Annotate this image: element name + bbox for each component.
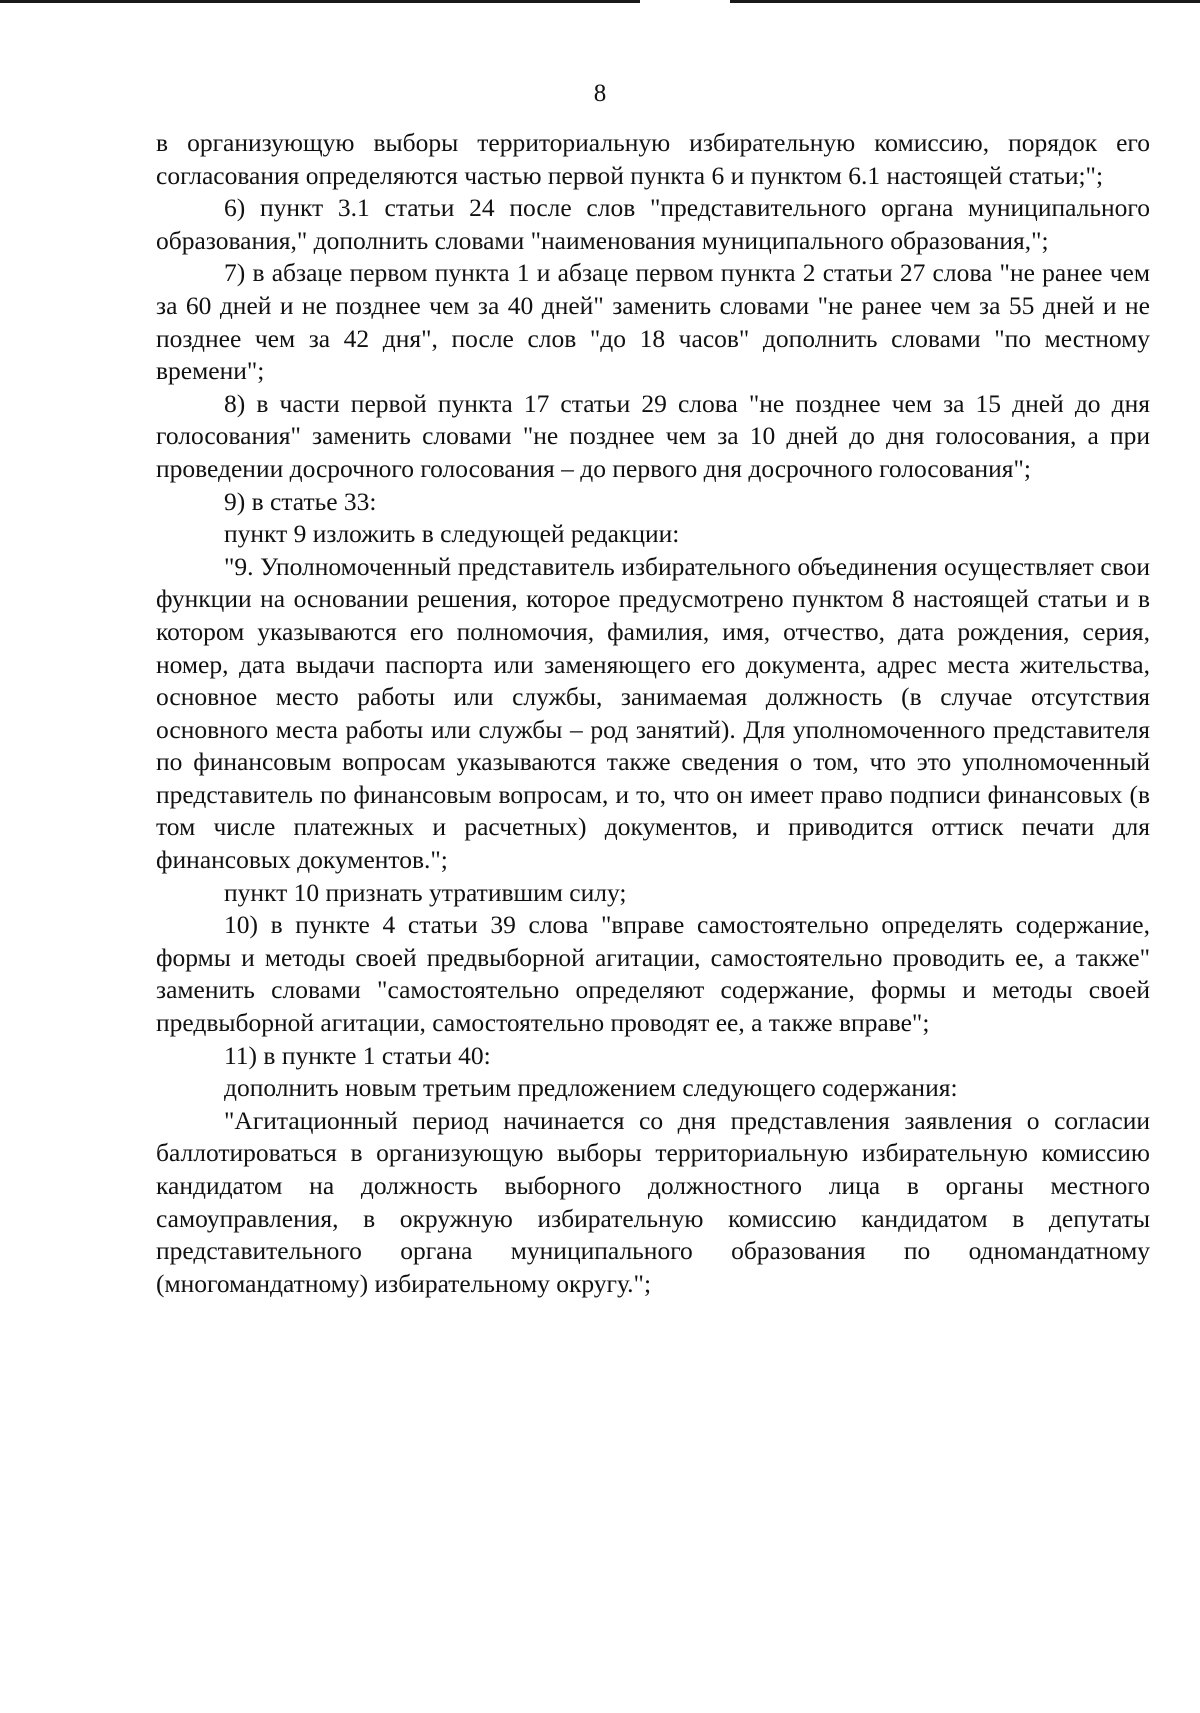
paragraph-item-11-new-text: "Агитационный период начинается со дня представления заявления о согласии баллотироваться в организующую выборы территориальную избирательную комиссию кандидатом на должность выборного должностного лица в органы местного самоуправления, в окружную избирательную комиссию кандидатом в депутаты представительного органа муниципального образования по одномандатному (многомандатному) избирательному округу.";	[156, 1105, 1150, 1298]
paragraph-item-8: 8) в части первой пункта 17 статьи 29 слова "не позднее чем за 15 дней до дня голосования" заменить словами "не позднее чем за 10 дней до дня голосования, а при проведении досрочного голосования – до первого дня досрочного голосования";	[156, 388, 1150, 483]
paragraph-item-7: 7) в абзаце первом пункта 1 и абзаце первом пункта 2 статьи 27 слова "не ранее чем за 60 дней и не позднее чем за 40 дней" заменить словами "не ранее чем за 55 дней и не позднее чем за 42 дня", после слов "до 18 часов" дополнить словами "по местному времени";	[156, 258, 1150, 386]
scan-top-edge-gap	[640, 0, 730, 3]
document-body	[156, 127, 1150, 1300]
scan-top-edge	[0, 0, 1200, 3]
paragraph-item-11: 11) в пункте 1 статьи 40:	[224, 1040, 491, 1070]
paragraph-item-6: 6) пункт 3.1 статьи 24 после слов "представительного органа муниципального образования," дополнить словами "наименования муниципального образования,";	[156, 193, 1150, 255]
page-number: 8	[593, 80, 607, 107]
paragraph-item-9-new-text: "9. Уполномоченный представитель избирательного объединения осуществляет свои функции на основании решения, которое предусмотрено пунктом 8 настоящей статьи и в котором указываются его полномочия, фамилия, имя, отчество, дата рождения, серия, номер, дата выдачи паспорта или заменяющего его документа, адрес места жительства, основное место работы или службы, занимаемая должность (в случае отсутствия основного места работы или службы – род занятий). Для уполномоченного представителя по финансовым вопросам указываются также сведения о том, что это уполномоченный представитель по финансовым вопросам, и то, что он имеет право подписи финансовых (в том числе платежных и расчетных) документов, и приводится оттиск печати для финансовых документов.";	[156, 551, 1150, 875]
paragraph-item-11-instruction: дополнить новым третьим предложением следующего содержания:	[224, 1073, 958, 1103]
paragraph-item-9-instruction: пункт 9 изложить в следующей редакции:	[224, 519, 680, 549]
paragraph-continuation: в организующую выборы территориальную избирательную комиссию, порядок его согласования определяются частью первой пункта 6 и пунктом 6.1 настоящей статьи;";	[156, 128, 1150, 190]
paragraph-item-9: 9) в статье 33:	[224, 486, 377, 516]
paragraph-item-10: 10) в пункте 4 статьи 39 слова "вправе самостоятельно определять содержание, формы и методы своей предвыборной агитации, самостоятельно проводить ее, а также" заменить словами "самостоятельно определяют содержание, формы и методы своей предвыборной агитации, самостоятельно проводят ее, а также вправе";	[156, 910, 1150, 1038]
paragraph-item-9-repeal: пункт 10 признать утратившим силу;	[224, 877, 627, 907]
